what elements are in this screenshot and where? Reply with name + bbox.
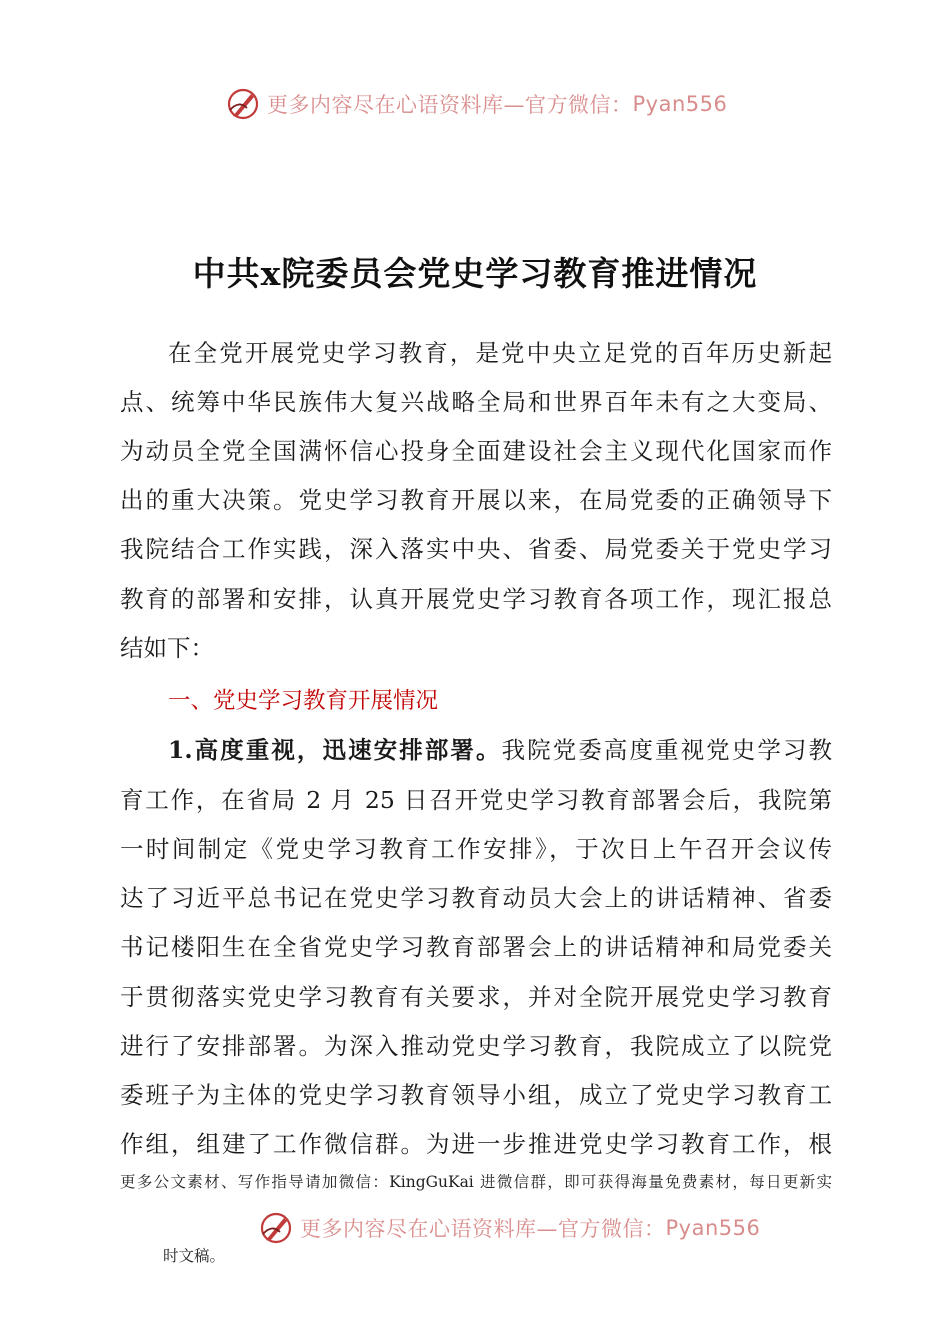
- item-1-line: 进行了安排部署。为深入推动党史学习教育，我院成立了以院党: [120, 1032, 832, 1060]
- intro-line: 结如下：: [120, 634, 214, 662]
- intro-line: 出的重大决策。党史学习教育开展以来，在局党委的正确领导下: [120, 486, 832, 514]
- item-1-line: 委班子为主体的党史学习教育领导小组，成立了党史学习教育工: [120, 1081, 832, 1109]
- footer-promo-line-end: 时文稿。: [163, 1247, 226, 1265]
- item-1-line: 一时间制定《党史学习教育工作安排》，于次日上午召开会议传: [120, 835, 832, 863]
- quill-logo-icon: [225, 86, 261, 122]
- watermark-bottom: [258, 1208, 760, 1248]
- item-1-text: 我院党委高度重视党史学习教: [501, 736, 832, 764]
- item-1-first-line: [120, 725, 832, 775]
- watermark-wechat-id: Pyan556: [665, 1216, 761, 1240]
- intro-line: 点、统筹中华民族伟大复兴战略全局和世界百年未有之大变局、: [120, 388, 832, 416]
- footer-promo-line: 更多公文素材、写作指导请加微信：KingGuKai 进微信群，即可获得海量免费素材，每日更新实: [120, 1173, 832, 1191]
- watermark-text: 更多内容尽在心语资料库—官方微信：: [267, 93, 633, 117]
- item-1-line: 书记楼阳生在全省党史学习教育部署会上的讲话精神和局党委关: [120, 933, 832, 961]
- intro-line: 为动员全党全国满怀信心投身全面建设社会主义现代化国家而作: [120, 437, 832, 465]
- item-1-line: 达了习近平总书记在党史学习教育动员大会上的讲话精神、省委: [120, 884, 832, 912]
- intro-line: 在全党开展党史学习教育，是党中央立足党的百年历史新起: [168, 339, 832, 367]
- watermark-wechat-id: Pyan556: [632, 92, 728, 116]
- section-heading: 一、党史学习教育开展情况: [168, 688, 439, 714]
- watermark-text: 更多内容尽在心语资料库—官方微信：: [300, 1217, 666, 1241]
- item-1-line: 育工作，在省局 2 月 25 日召开党史学习教育部署会后，我院第: [120, 786, 832, 814]
- document-title: 中共x院委员会党史学习教育推进情况: [192, 254, 758, 293]
- item-1-line: 于贯彻落实党史学习教育有关要求，并对全院开展党史学习教育: [120, 983, 832, 1011]
- watermark-top: [225, 84, 727, 124]
- item-1-heading: 1.高度重视，迅速安排部署。: [168, 736, 502, 764]
- quill-logo-icon: [258, 1210, 294, 1246]
- intro-line: 教育的部署和安排，认真开展党史学习教育各项工作，现汇报总: [120, 585, 832, 613]
- item-1-line: 作组，组建了工作微信群。为进一步推进党史学习教育工作，根: [120, 1130, 832, 1158]
- intro-line: 我院结合工作实践，深入落实中央、省委、局党委关于党史学习: [120, 535, 832, 563]
